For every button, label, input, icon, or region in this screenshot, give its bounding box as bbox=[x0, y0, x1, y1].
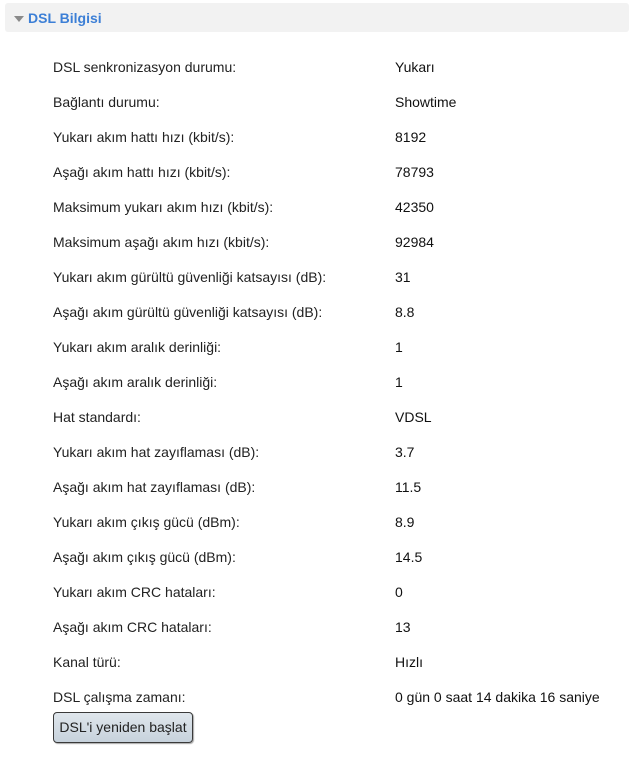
info-row-upstream-attenuation bbox=[0, 434, 630, 469]
info-label: Yukarı akım CRC hataları: bbox=[53, 584, 216, 600]
info-row-line-standard bbox=[0, 399, 630, 434]
info-row-max-upstream-rate bbox=[0, 189, 630, 224]
info-row-downstream-attenuation bbox=[0, 469, 630, 504]
info-row-downstream-interleave-depth bbox=[0, 364, 630, 399]
info-value: Yukarı bbox=[395, 59, 435, 75]
info-row-upstream-output-power bbox=[0, 504, 630, 539]
info-value: 78793 bbox=[395, 164, 434, 180]
info-label: Yukarı akım aralık derinliği: bbox=[53, 339, 222, 355]
section-title: DSL Bilgisi bbox=[28, 10, 102, 26]
dsl-info-list bbox=[0, 49, 630, 714]
info-row-downstream-line-rate bbox=[0, 154, 630, 189]
info-value: 0 gün 0 saat 14 dakika 16 saniye bbox=[395, 689, 600, 705]
info-row-upstream-snr-margin bbox=[0, 259, 630, 294]
info-label: Yukarı akım hat zayıflaması (dB): bbox=[53, 444, 260, 460]
info-value: 14.5 bbox=[395, 549, 423, 565]
info-value: VDSL bbox=[395, 409, 432, 425]
info-row-sync-status bbox=[0, 49, 630, 84]
info-label: Yukarı akım çıkış gücü (dBm): bbox=[53, 514, 240, 530]
triangle-down-icon[interactable] bbox=[14, 16, 24, 22]
info-label: Hat standardı: bbox=[53, 409, 141, 425]
info-label: Yukarı akım hattı hızı (kbit/s): bbox=[53, 129, 235, 145]
info-row-channel-type bbox=[0, 644, 630, 679]
info-value: 92984 bbox=[395, 234, 434, 250]
info-label: Aşağı akım aralık derinliği: bbox=[53, 374, 218, 390]
info-row-connection-status bbox=[0, 84, 630, 119]
info-label: Aşağı akım hat zayıflaması (dB): bbox=[53, 479, 256, 495]
info-value: 31 bbox=[395, 269, 411, 285]
info-value: 11.5 bbox=[395, 479, 422, 495]
info-value: 42350 bbox=[395, 199, 434, 215]
info-row-max-downstream-rate bbox=[0, 224, 630, 259]
info-row-downstream-output-power bbox=[0, 539, 630, 574]
info-row-upstream-crc-errors bbox=[0, 574, 630, 609]
info-value: 1 bbox=[395, 374, 403, 390]
info-value: Showtime bbox=[395, 94, 457, 110]
info-value: 13 bbox=[395, 619, 411, 635]
info-label: Aşağı akım gürültü güvenliği katsayısı (dB): bbox=[53, 304, 323, 320]
info-label: Aşağı akım hattı hızı (kbit/s): bbox=[53, 164, 231, 180]
info-row-upstream-line-rate bbox=[0, 119, 630, 154]
info-label: Bağlantı durumu: bbox=[53, 94, 160, 110]
dsl-info-section-header[interactable] bbox=[5, 3, 629, 32]
info-label: DSL çalışma zamanı: bbox=[53, 689, 186, 705]
restart-dsl-button[interactable]: DSL'i yeniden başlat bbox=[53, 712, 193, 743]
info-row-upstream-interleave-depth bbox=[0, 329, 630, 364]
info-label: Yukarı akım gürültü güvenliği katsayısı (dB): bbox=[53, 269, 327, 285]
info-value: 8.8 bbox=[395, 304, 415, 320]
info-value: 1 bbox=[395, 339, 403, 355]
info-label: Maksimum yukarı akım hızı (kbit/s): bbox=[53, 199, 274, 215]
info-label: Aşağı akım CRC hataları: bbox=[53, 619, 212, 635]
info-row-downstream-snr-margin bbox=[0, 294, 630, 329]
info-label: Maksimum aşağı akım hızı (kbit/s): bbox=[53, 234, 270, 250]
info-value: 0 bbox=[395, 584, 403, 600]
info-value: 3.7 bbox=[395, 444, 415, 460]
info-row-downstream-crc-errors bbox=[0, 609, 630, 644]
info-label: DSL senkronizasyon durumu: bbox=[53, 59, 237, 75]
info-value: 8192 bbox=[395, 129, 427, 145]
info-value: 8.9 bbox=[395, 514, 415, 530]
info-label: Aşağı akım çıkış gücü (dBm): bbox=[53, 549, 236, 565]
info-value: Hızlı bbox=[395, 654, 423, 670]
info-label: Kanal türü: bbox=[53, 654, 121, 670]
info-row-dsl-uptime bbox=[0, 679, 630, 714]
